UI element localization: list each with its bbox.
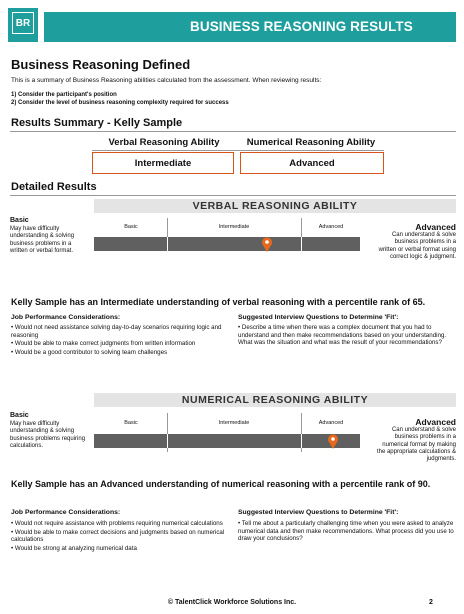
verbal-score-marker-icon bbox=[261, 236, 273, 252]
intro-text: This is a summary of Business Reasoning abilities calculated from the assessment. When reviewing results: bbox=[11, 77, 322, 84]
numerical-section-band: NUMERICAL REASONING ABILITY bbox=[94, 393, 456, 407]
section-title-defined: Business Reasoning Defined bbox=[11, 57, 191, 72]
list-item: • Would be able to make correct judgments from written information bbox=[11, 340, 229, 348]
verbal-advanced-description: Can understand & solve business problems in a written or verbal format using correct logic & judgment. bbox=[378, 232, 456, 260]
numerical-score-bar bbox=[94, 434, 360, 448]
numerical-basic-description: May have difficulty understanding & solving business problems requiring calculations. bbox=[10, 421, 86, 449]
detailed-results-title: Detailed Results bbox=[11, 181, 97, 193]
page-number: 2 bbox=[429, 599, 433, 606]
numerical-job-title: Job Performance Considerations: bbox=[11, 509, 121, 516]
consideration-2: 2) Consider the level of business reasoning complexity required for success bbox=[11, 100, 229, 106]
numerical-scale-advanced: Advanced bbox=[318, 420, 344, 426]
list-item: • Would not require assistance with problems requiring numerical calculations bbox=[11, 520, 229, 528]
verbal-scale-intermediate: Intermediate bbox=[218, 224, 250, 230]
list-item: • Tell me about a particularly challenging time when you were asked to analyze numerical data and then make recommendations. What process did you use to draw your conclusions? bbox=[238, 520, 456, 543]
verbal-job-title: Job Performance Considerations: bbox=[11, 314, 121, 321]
bar-tick bbox=[301, 237, 302, 251]
divider bbox=[10, 131, 456, 132]
numerical-scale-basic: Basic bbox=[124, 420, 138, 426]
list-item: • Would be strong at analyzing numerical data bbox=[11, 545, 229, 553]
results-summary-title: Results Summary - Kelly Sample bbox=[11, 117, 183, 129]
page-header bbox=[0, 0, 464, 52]
numerical-score-marker-icon bbox=[327, 433, 339, 449]
bar-tick bbox=[167, 237, 168, 251]
verbal-basic-title: Basic bbox=[10, 217, 29, 224]
verbal-result-box: Intermediate bbox=[92, 152, 234, 174]
numerical-summary: Kelly Sample has an Advanced understanding of numerical reasoning with a percentile rank of 90. bbox=[11, 479, 431, 489]
numerical-result-box: Advanced bbox=[240, 152, 384, 174]
numerical-scale-intermediate: Intermediate bbox=[218, 420, 250, 426]
divider bbox=[92, 150, 384, 151]
footer-copyright: © TalentClick Workforce Solutions Inc. bbox=[167, 599, 297, 606]
list-item: • Would be a good contributor to solving team challenges bbox=[11, 349, 229, 357]
verbal-score-bar bbox=[94, 237, 360, 251]
verbal-advanced-title: Advanced bbox=[415, 222, 456, 232]
list-item: • Would be able to make correct decisions and judgments based on numerical calculations bbox=[11, 529, 229, 544]
numerical-questions-list bbox=[238, 520, 456, 544]
list-item: • Would not need assistance solving day-to-day scenarios requiring logic and reasoning bbox=[11, 324, 229, 339]
verbal-basic-description: May have difficulty understanding & solving business problems in a written or verbal format. bbox=[10, 226, 75, 254]
bar-tick bbox=[301, 434, 302, 448]
verbal-questions-title: Suggested Interview Questions to Determine 'Fit': bbox=[238, 314, 399, 321]
verbal-job-list bbox=[11, 324, 229, 357]
verbal-scale-advanced: Advanced bbox=[318, 224, 344, 230]
numerical-questions-title: Suggested Interview Questions to Determine 'Fit': bbox=[238, 509, 399, 516]
verbal-section-band: VERBAL REASONING ABILITY bbox=[94, 199, 456, 213]
br-logo: BR bbox=[12, 12, 34, 34]
numerical-basic-title: Basic bbox=[10, 412, 29, 419]
consideration-1: 1) Consider the participant's position bbox=[11, 92, 117, 98]
numerical-job-list bbox=[11, 520, 229, 553]
page-title: BUSINESS REASONING RESULTS bbox=[190, 19, 413, 34]
verbal-category-label: Verbal Reasoning Ability bbox=[108, 137, 220, 148]
divider bbox=[10, 195, 456, 196]
verbal-questions-list bbox=[238, 324, 456, 348]
bar-tick bbox=[167, 434, 168, 448]
numerical-advanced-description: Can understand & solve business problems in a numerical format by making the appropriate calculations & judgments. bbox=[376, 427, 456, 463]
numerical-category-label: Numerical Reasoning Ability bbox=[246, 137, 376, 148]
numerical-advanced-title: Advanced bbox=[415, 417, 456, 427]
verbal-summary: Kelly Sample has an Intermediate understanding of verbal reasoning with a percentile rank of 65. bbox=[11, 297, 426, 307]
list-item: • Describe a time when there was a complex document that you had to understand and then make recommendations based on your understanding. What was the situation and what was the result of your recommendations? bbox=[238, 324, 456, 347]
verbal-scale-basic: Basic bbox=[124, 224, 138, 230]
